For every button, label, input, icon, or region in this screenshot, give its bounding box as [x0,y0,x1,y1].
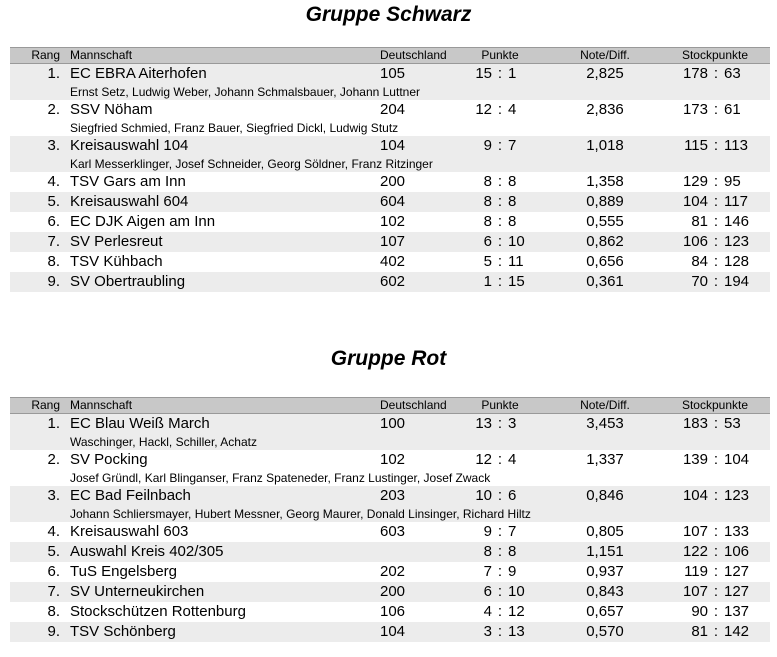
table-row [10,450,770,486]
de-number: 105 [380,65,406,82]
points-separator: : [497,623,503,640]
table-row [10,136,770,172]
rank: 7. [47,233,60,250]
team-line [10,172,770,192]
de-number: 200 [380,583,406,600]
table-row [10,64,770,100]
team-name: EC DJK Aigen am Inn [70,213,216,230]
rank: 2. [47,101,60,118]
stock-points-for: 81 [691,623,708,640]
table-row [10,622,770,642]
points-won: 6 [483,233,492,250]
points-separator: : [497,173,503,190]
team-name: EC Bad Feilnbach [70,487,191,504]
team-line [10,136,770,156]
stock-points-for: 107 [682,583,708,600]
team-name: Kreisauswahl 603 [70,523,189,540]
team-name: TSV Kühbach [70,253,163,270]
player-names: Karl Messerklinger, Josef Schneider, Georg Söldner, Franz Ritzinger [70,157,433,171]
stock-points-for: 81 [691,213,708,230]
table-row [10,542,770,562]
stock-points-against: 117 [724,193,748,210]
team-line [10,602,770,622]
team-line [10,582,770,602]
points-won: 15 [475,65,492,82]
points-won: 7 [483,563,492,580]
table-row [10,272,770,292]
team-line [10,64,770,84]
team-name: TSV Gars am Inn [70,173,186,190]
points-lost: 12 [508,603,525,620]
stock-points-for: 178 [682,65,708,82]
points-lost: 10 [508,583,525,600]
rank: 8. [47,253,60,270]
note-diff: 0,555 [586,213,624,230]
player-names: Ernst Setz, Ludwig Weber, Johann Schmalsbauer, Johann Luttner [70,85,420,99]
points-separator: : [497,563,503,580]
stock-separator: : [713,487,719,504]
points-won: 4 [483,603,492,620]
rank: 9. [47,623,60,640]
note-diff: 2,825 [586,65,624,82]
team-name: EC EBRA Aiterhofen [70,65,207,82]
stock-points-for: 119 [684,563,708,580]
note-diff: 0,843 [586,583,624,600]
note-diff: 0,846 [586,487,624,504]
header-rang: Rang [31,48,60,62]
header-note: Note/Diff. [580,398,630,412]
team-line [10,522,770,542]
rank: 9. [47,273,60,290]
header-points: Punkte [481,398,519,412]
points-separator: : [497,193,503,210]
note-diff: 1,151 [586,543,624,560]
points-separator: : [497,543,503,560]
points-lost: 10 [508,233,525,250]
de-number: 204 [380,101,406,118]
stock-points-against: 146 [724,213,750,230]
points-won: 8 [483,213,492,230]
team-line [10,562,770,582]
note-diff: 1,358 [586,173,624,190]
de-number: 202 [380,563,406,580]
points-separator: : [497,451,503,468]
stock-separator: : [713,137,719,154]
rank: 5. [47,543,60,560]
points-won: 8 [483,193,492,210]
de-number: 106 [380,603,406,620]
stock-points-against: 142 [724,623,750,640]
stock-separator: : [713,173,719,190]
points-won: 8 [483,543,492,560]
points-lost: 8 [508,173,517,190]
points-separator: : [497,137,503,154]
stock-points-for: 106 [682,233,708,250]
points-lost: 8 [508,193,517,210]
points-separator: : [497,65,503,82]
table-row [10,212,770,232]
stock-separator: : [713,193,719,210]
points-lost: 9 [508,563,517,580]
note-diff: 0,937 [586,563,624,580]
player-names: Johann Schliersmayer, Hubert Messner, Georg Maurer, Donald Linsinger, Richard Hiltz [70,507,531,521]
points-lost: 7 [508,137,517,154]
table-row [10,602,770,622]
team-line [10,486,770,506]
de-number: 402 [380,253,406,270]
stock-separator: : [713,65,719,82]
header-stock: Stockpunkte [681,398,749,412]
team-line [10,272,770,292]
points-separator: : [497,603,503,620]
team-line [10,252,770,272]
stock-separator: : [713,101,719,118]
header-team: Mannschaft [70,398,133,412]
rank: 4. [47,523,60,540]
team-line [10,100,770,120]
stock-points-against: 194 [724,273,750,290]
stock-separator: : [713,451,719,468]
team-line [10,192,770,212]
note-diff: 0,862 [586,233,624,250]
de-number: 104 [380,623,406,640]
points-separator: : [497,523,503,540]
stock-separator: : [713,563,719,580]
header-de: Deutschland [380,398,447,412]
header-de: Deutschland [380,48,447,62]
stock-separator: : [713,253,719,270]
points-lost: 11 [508,253,524,270]
points-separator: : [497,273,503,290]
stock-points-for: 70 [691,273,708,290]
standings-table-rot [10,397,770,642]
team-name: TuS Engelsberg [70,563,178,580]
stock-points-against: 61 [724,101,741,118]
stock-points-for: 129 [682,173,708,190]
stock-points-for: 90 [691,603,708,620]
header-rang: Rang [31,398,60,412]
team-name: Auswahl Kreis 402/305 [70,543,224,560]
stock-separator: : [713,583,719,600]
points-separator: : [497,213,503,230]
rank: 3. [47,487,60,504]
points-separator: : [497,101,503,118]
rank: 6. [47,563,60,580]
team-name: SV Perlesreut [70,233,163,250]
stock-points-against: 137 [724,603,750,620]
points-won: 5 [483,253,492,270]
de-number: 100 [380,415,406,432]
table-header [10,47,770,64]
de-number: 104 [380,137,406,154]
standings-table-schwarz [10,47,770,292]
team-name: SV Pocking [70,451,148,468]
stock-points-for: 104 [682,487,708,504]
stock-points-against: 123 [724,233,750,250]
team-name: SSV Nöham [70,101,153,118]
stock-points-against: 123 [724,487,750,504]
table-row [10,414,770,450]
rank: 8. [47,603,60,620]
team-line [10,622,770,642]
team-line [10,414,770,434]
points-lost: 13 [508,623,525,640]
player-names: Josef Gründl, Karl Blinganser, Franz Spateneder, Franz Lustinger, Josef Zwack [70,471,491,485]
team-line [10,232,770,252]
rank: 7. [47,583,60,600]
points-lost: 6 [508,487,517,504]
rank: 1. [47,415,60,432]
group-title-rot: Gruppe Rot [330,347,447,370]
stock-separator: : [713,273,719,290]
de-number: 200 [380,173,406,190]
points-won: 9 [483,523,492,540]
stock-points-against: 127 [724,563,750,580]
stock-separator: : [713,233,719,250]
stock-points-against: 53 [724,415,741,432]
team-name: SV Obertraubling [70,273,186,290]
table-row [10,582,770,602]
stock-points-against: 63 [724,65,741,82]
stock-separator: : [713,623,719,640]
note-diff: 0,889 [586,193,624,210]
points-won: 9 [483,137,492,154]
points-won: 13 [475,415,492,432]
stock-points-against: 128 [724,253,750,270]
stock-points-for: 115 [684,137,708,154]
table-row [10,486,770,522]
points-won: 3 [483,623,492,640]
table-header [10,397,770,414]
points-won: 1 [483,273,492,290]
team-name: EC Blau Weiß March [70,415,210,432]
table-row [10,192,770,212]
points-separator: : [497,233,503,250]
stock-points-for: 84 [691,253,708,270]
stock-points-against: 106 [724,543,750,560]
note-diff: 1,018 [586,137,624,154]
note-diff: 0,361 [586,273,624,290]
points-lost: 8 [508,543,517,560]
team-line [10,542,770,562]
note-diff: 3,453 [586,415,624,432]
stock-separator: : [713,603,719,620]
rank: 5. [47,193,60,210]
points-separator: : [497,253,503,270]
stock-points-against: 133 [724,523,750,540]
team-line [10,212,770,232]
note-diff: 0,570 [586,623,624,640]
stock-separator: : [713,523,719,540]
rank: 3. [47,137,60,154]
points-lost: 1 [508,65,517,82]
team-name: Kreisauswahl 604 [70,193,189,210]
points-won: 6 [483,583,492,600]
note-diff: 0,656 [586,253,624,270]
stock-points-for: 139 [682,451,708,468]
points-won: 12 [475,451,492,468]
header-team: Mannschaft [70,48,133,62]
points-lost: 7 [508,523,517,540]
header-stock: Stockpunkte [681,48,749,62]
de-number: 203 [380,487,406,504]
stock-separator: : [713,415,719,432]
points-separator: : [497,583,503,600]
team-name: SV Unterneukirchen [70,583,205,600]
stock-points-for: 122 [682,543,708,560]
stock-points-against: 104 [724,451,750,468]
team-line [10,450,770,470]
rank: 4. [47,173,60,190]
stock-points-for: 183 [682,415,708,432]
team-name: Kreisauswahl 104 [70,137,189,154]
de-number: 102 [380,451,406,468]
stock-separator: : [713,543,719,560]
stock-points-for: 173 [682,101,708,118]
points-won: 8 [483,173,492,190]
table-row [10,522,770,542]
player-names: Siegfried Schmied, Franz Bauer, Siegfried Dickl, Ludwig Stutz [70,121,399,135]
rank: 6. [47,213,60,230]
points-won: 12 [475,101,492,118]
de-number: 604 [380,193,406,210]
table-row [10,562,770,582]
note-diff: 0,805 [586,523,624,540]
de-number: 102 [380,213,406,230]
stock-points-for: 107 [682,523,708,540]
de-number: 602 [380,273,406,290]
de-number: 603 [380,523,406,540]
player-names: Waschinger, Hackl, Schiller, Achatz [70,435,257,449]
points-lost: 8 [508,213,517,230]
header-points: Punkte [481,48,519,62]
table-row [10,172,770,192]
points-separator: : [497,415,503,432]
points-lost: 3 [508,415,517,432]
group-title-schwarz: Gruppe Schwarz [305,3,472,26]
team-name: Stockschützen Rottenburg [70,603,246,620]
stock-points-for: 104 [682,193,708,210]
note-diff: 2,836 [586,101,624,118]
points-separator: : [497,487,503,504]
table-row [10,252,770,272]
points-lost: 4 [508,451,517,468]
stock-points-against: 113 [724,137,748,154]
team-name: TSV Schönberg [70,623,176,640]
table-row [10,232,770,252]
stock-separator: : [713,213,719,230]
rank: 1. [47,65,60,82]
note-diff: 1,337 [586,451,624,468]
de-number: 107 [380,233,406,250]
points-lost: 15 [508,273,525,290]
points-lost: 4 [508,101,517,118]
note-diff: 0,657 [586,603,624,620]
points-won: 10 [475,487,492,504]
rank: 2. [47,451,60,468]
header-note: Note/Diff. [580,48,630,62]
stock-points-against: 127 [724,583,750,600]
table-row [10,100,770,136]
stock-points-against: 95 [724,173,741,190]
